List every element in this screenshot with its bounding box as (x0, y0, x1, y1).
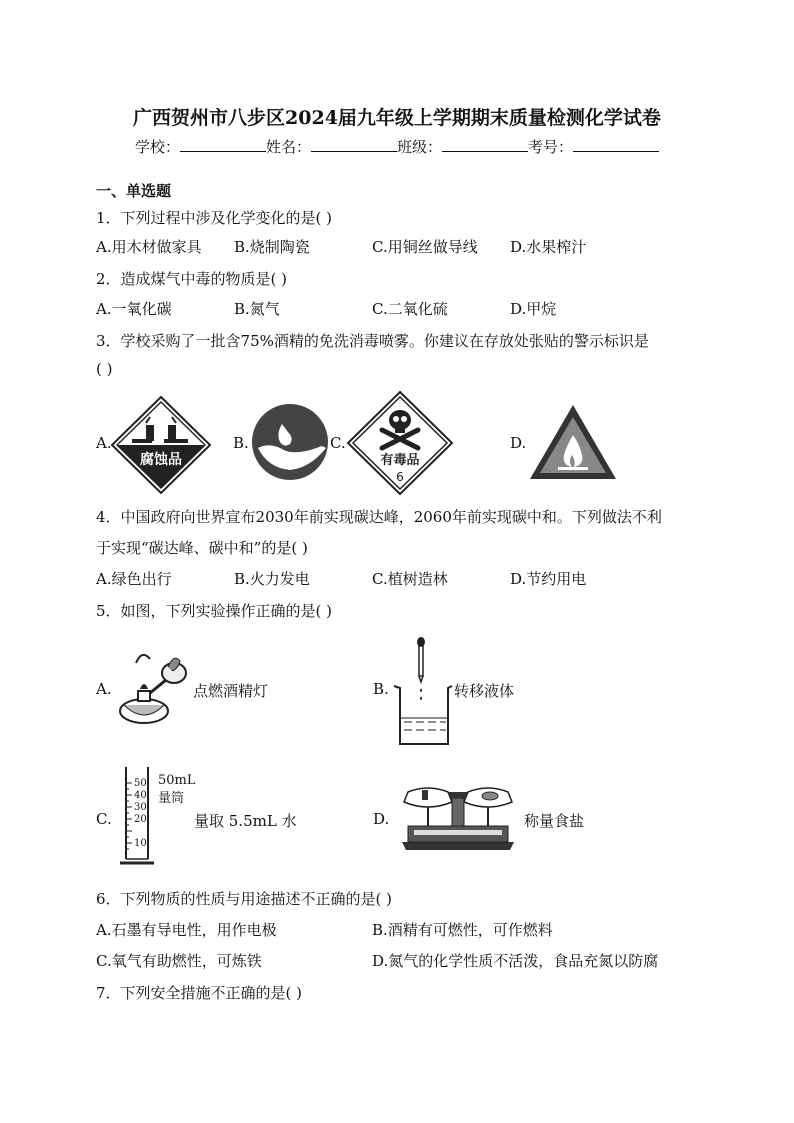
q1-option-a: A.用木材做家具 (96, 238, 202, 256)
q2-option-c: C.二氧化硫 (372, 300, 448, 318)
class-label: 班级： (397, 138, 443, 156)
tick-20: 20 (134, 814, 147, 825)
q1-option-d: D.水果榨汁 (510, 238, 587, 256)
cylinder-label (158, 772, 196, 808)
q4-option-c: C.植树造林 (372, 570, 448, 588)
q5-option-b: B. (373, 680, 389, 698)
q3-stem-line2: ( ) (96, 360, 113, 378)
q6-option-b: B.酒精有可燃性，可作燃料 (372, 921, 553, 939)
q3-option-d: D. (510, 434, 527, 452)
q4-option-a: A.绿色出行 (96, 570, 172, 588)
exam-title: 广西贺州市八步区2024届九年级上学期期末质量检测化学试卷 (133, 107, 661, 129)
student-info-line (0, 136, 794, 157)
corrosive-sign-icon (110, 395, 212, 495)
q2-option-a: A.一氧化碳 (96, 300, 172, 318)
school-blank (180, 138, 266, 152)
q5-caption-b: 转移液体 (454, 682, 515, 700)
tick-40: 40 (134, 790, 147, 801)
q5-caption-c: 量取 5.5mL 水 (194, 812, 297, 830)
q4-stem-line1: 4．中国政府向世界宣布2030年前实现碳达峰，2060年前实现碳中和。下列做法不利 (96, 508, 662, 526)
q1-option-b: B.烧制陶瓷 (234, 238, 310, 256)
flammable-sign-icon (528, 403, 618, 481)
q5-option-c: C. (96, 810, 112, 828)
name-label: 姓名： (265, 138, 311, 156)
q6-option-c: C.氧气有助燃性，可炼铁 (96, 952, 262, 970)
alcohol-lamp-icon (110, 645, 190, 727)
q3-option-a: A. (96, 434, 112, 452)
q2-option-b: B.氮气 (234, 300, 280, 318)
number-blank (573, 138, 659, 152)
q5-caption-a: 点燃酒精灯 (193, 682, 269, 700)
q5-option-d: D. (373, 810, 390, 828)
number-label: 考号： (528, 138, 574, 156)
q4-stem-line2: 于实现“碳达峰、碳中和”的是( ) (96, 539, 308, 557)
q1-option-c: C.用铜丝做导线 (372, 238, 478, 256)
tick-30: 30 (134, 802, 147, 813)
q4-option-b: B.火力发电 (234, 570, 310, 588)
toxic-sign-icon (346, 390, 454, 496)
balance-scale-icon (398, 772, 518, 852)
q1-stem: 1．下列过程中涉及化学变化的是( ) (96, 209, 333, 227)
q5-option-a: A. (96, 680, 112, 698)
q6-stem: 6．下列物质的性质与用途描述不正确的是( ) (96, 890, 393, 908)
q5-stem: 5．如图，下列实验操作正确的是( ) (96, 602, 333, 620)
corrosive-sign-text: 腐蚀品 (140, 452, 182, 468)
cylinder-name: 量筒 (158, 791, 185, 806)
q2-stem: 2．造成煤气中毒的物质是( ) (96, 270, 288, 288)
cylinder-tick-labels (134, 778, 147, 850)
section-heading: 一、单选题 (96, 182, 172, 200)
q4-option-d: D.节约用电 (510, 570, 587, 588)
q5-caption-d: 称量食盐 (524, 812, 585, 830)
tick-10: 10 (134, 838, 147, 849)
water-saving-sign-icon (250, 402, 330, 482)
q7-stem: 7．下列安全措施不正确的是( ) (96, 984, 303, 1002)
toxic-sign-number: 6 (396, 470, 404, 484)
cylinder-capacity: 50mL (158, 773, 196, 788)
q3-stem-line1: 3．学校采购了一批含75%酒精的免洗消毒喷雾。你建议在存放处张贴的警示标识是 (96, 332, 649, 350)
q3-option-c: C. (330, 434, 346, 452)
name-blank (311, 138, 397, 152)
toxic-sign-text: 有毒品 (380, 453, 420, 468)
class-blank (442, 138, 528, 152)
tick-50: 50 (134, 778, 147, 789)
school-label: 学校： (134, 138, 180, 156)
q2-option-d: D.甲烷 (510, 300, 557, 318)
q6-option-a: A.石墨有导电性，用作电极 (96, 921, 277, 939)
dropper-beaker-icon (390, 636, 452, 746)
q3-option-b: B. (233, 434, 249, 452)
q6-option-d: D.氮气的化学性质不活泼，食品充氮以防腐 (372, 952, 659, 970)
